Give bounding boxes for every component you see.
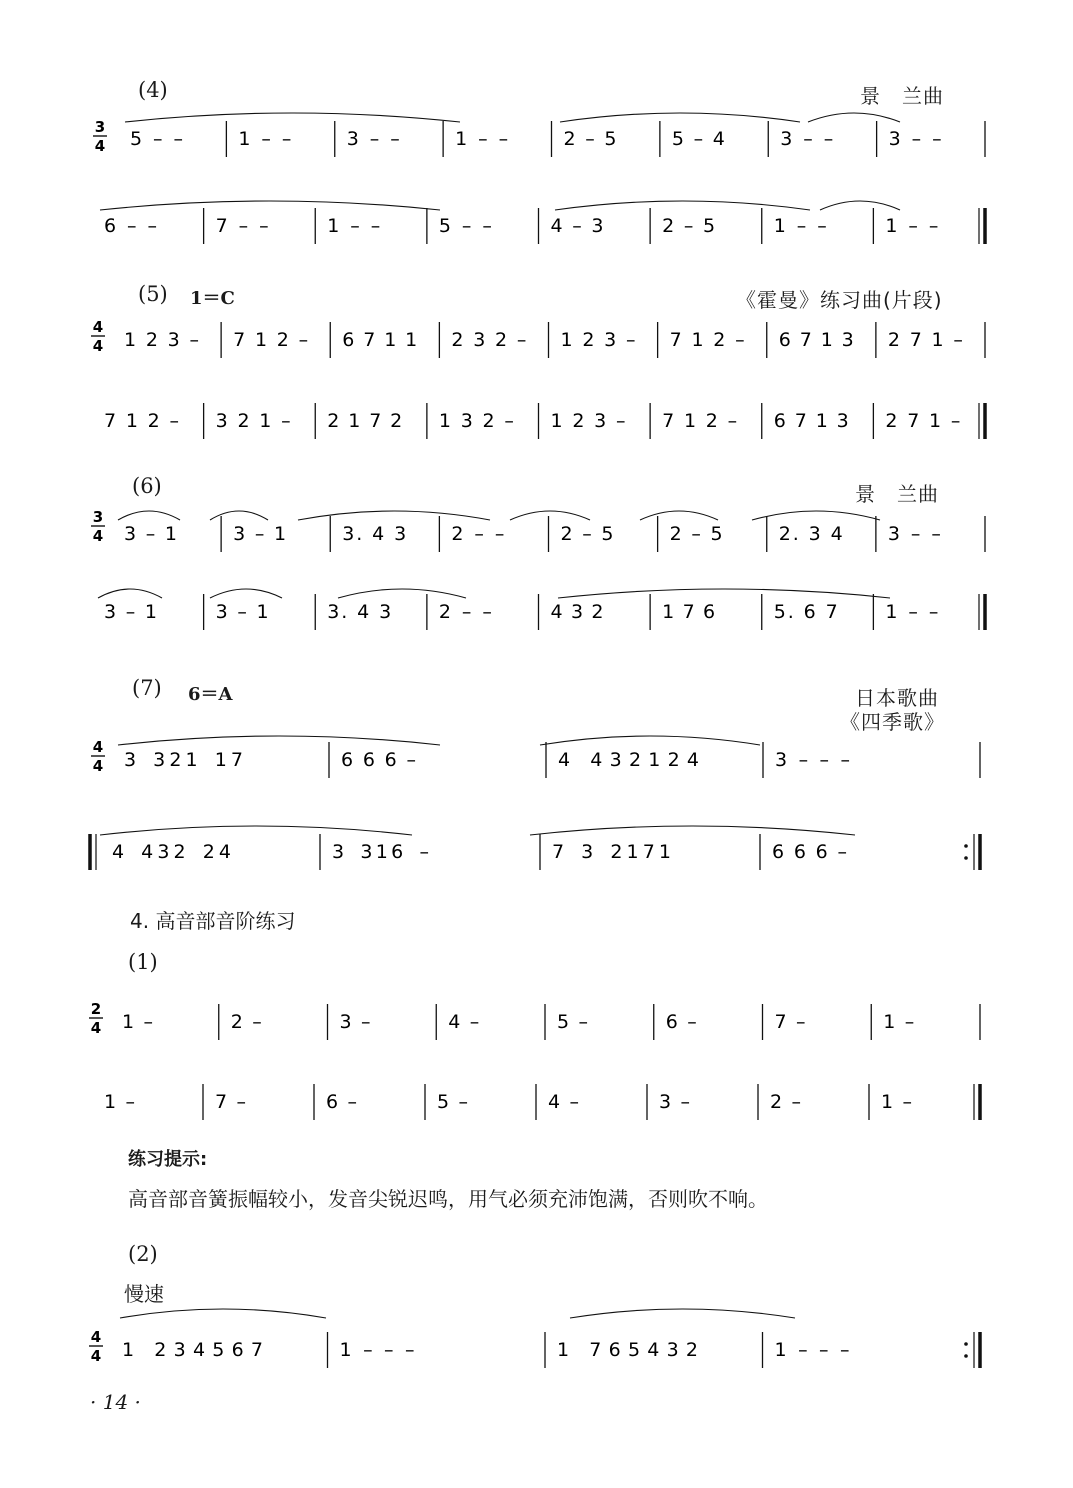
- s4-row2-measure-1: 6 – –: [104, 215, 159, 237]
- s8-1-row2-measure-8: 1 –: [881, 1091, 914, 1113]
- s5-row2-measure-8: 2 7 1 –: [885, 410, 963, 432]
- section-4-label: (4): [138, 78, 168, 102]
- s7-row1-measure-4: 3 – – –: [775, 749, 852, 771]
- s5-row2-measure-3: 2 1 7 2: [327, 410, 405, 432]
- s8-1-row1-measure-8: 1 –: [883, 1011, 917, 1033]
- ts-6-top: 3: [92, 508, 104, 526]
- s8-2-row1-measure-1: 1 2 3 4 5 6 7: [122, 1339, 265, 1361]
- s5-row1-measure-1: 1 2 3 –: [124, 329, 201, 351]
- s4-slur-4: [100, 201, 440, 210]
- s6-slur-7: [98, 589, 162, 598]
- s6-slur-6: [752, 511, 880, 520]
- s6-row1-measure-1: 3 – 1: [124, 523, 179, 545]
- s8-2-row1-measure-2: 1 – – –: [339, 1339, 417, 1361]
- s4-row2-measure-2: 7 – –: [215, 215, 271, 237]
- ts-8-2-top: 4: [90, 1328, 102, 1346]
- s8-2-row1-repeat-dot-2: [964, 1354, 968, 1358]
- s6-row1-measure-6: 2 – 5: [669, 523, 725, 545]
- s6-slur-10: [558, 589, 890, 598]
- s8-2-row1-repeat-dot-1: [964, 1342, 968, 1346]
- s7-row2-repeat-dot-1: [964, 844, 968, 848]
- s4-row2-measure-6: 2 – 5: [662, 215, 718, 237]
- s4-slur-2: [560, 113, 800, 122]
- section-7-credit-line2: 《四季歌》: [840, 710, 945, 734]
- ts-8-2-bottom: 4: [90, 1347, 102, 1365]
- section-4-credit: 景 兰曲: [860, 84, 944, 108]
- s7-row2-repeat-dot-2: [964, 856, 968, 860]
- s6-row2-measure-2: 3 – 1: [215, 601, 271, 623]
- s7-slur-1: [118, 736, 440, 745]
- s4-slur-5: [555, 201, 810, 210]
- s7-row1-measure-1: 3 3 2 1 1 7: [124, 749, 245, 771]
- s4-row1-measure-7: 3 – –: [780, 128, 836, 150]
- tips-text: 高音部音簧振幅较小，发音尖锐迟鸣，用气必须充沛饱满，否则吹不响。: [128, 1187, 768, 1211]
- s5-row2-measure-5: 1 2 3 –: [550, 410, 628, 432]
- s4-row2-measure-5: 4 – 3: [550, 215, 606, 237]
- s7-row2-measure-2: 3 3 1 6 –: [332, 841, 431, 863]
- s8-1-row2-measure-2: 7 –: [215, 1091, 248, 1113]
- s5-row1-measure-2: 7 1 2 –: [233, 329, 311, 351]
- s8-2-row1-measure-3: 1 7 6 5 4 3 2: [557, 1339, 700, 1361]
- s8-1-row1-measure-4: 4 –: [448, 1011, 482, 1033]
- s7-slur-4: [530, 826, 855, 835]
- s4-row1-measure-4: 1 – –: [455, 128, 511, 150]
- s8-1-row1-measure-7: 7 –: [774, 1011, 808, 1033]
- s8-1-row2-measure-4: 5 –: [437, 1091, 470, 1113]
- ts-5-bottom: 4: [92, 337, 104, 355]
- subsection-2-label: (2): [128, 1242, 158, 1266]
- s6-row2-measure-8: 1 – –: [885, 601, 941, 623]
- s4-row1-measure-8: 3 – –: [888, 128, 944, 150]
- s8-1-row1-measure-3: 3 –: [339, 1011, 373, 1033]
- s6-row1-measure-8: 3 – –: [887, 523, 943, 545]
- ts-6-bottom: 4: [92, 527, 104, 545]
- section-6-label: (6): [132, 474, 162, 498]
- s4-row1-measure-2: 1 – –: [238, 128, 294, 150]
- ts-8-1-top: 2: [90, 1000, 102, 1018]
- s8-1-row2-measure-3: 6 –: [326, 1091, 359, 1113]
- s8-2-slur-2: [570, 1309, 795, 1318]
- s8-1-row1-measure-6: 6 –: [665, 1011, 699, 1033]
- s6-slur-3: [298, 511, 490, 520]
- s5-row1-measure-4: 2 3 2 –: [451, 329, 529, 351]
- s5-row2-measure-1: 7 1 2 –: [104, 410, 181, 432]
- tempo-marking: 慢速: [124, 1282, 164, 1306]
- s5-row1-measure-5: 1 2 3 –: [560, 329, 638, 351]
- s4-slur-6: [820, 201, 900, 210]
- ts-4-bottom: 4: [94, 137, 106, 155]
- s4-slur-1: [125, 113, 460, 122]
- s6-slur-1: [118, 511, 180, 520]
- s4-row2-measure-8: 1 – –: [885, 215, 941, 237]
- s4-row1-measure-6: 5 – 4: [671, 128, 727, 150]
- section-7-credit-line1: 日本歌曲: [855, 686, 939, 710]
- s4-row2-measure-4: 5 – –: [438, 215, 494, 237]
- s8-1-row2-measure-6: 3 –: [659, 1091, 692, 1113]
- s6-row2-measure-4: 2 – –: [438, 601, 494, 623]
- s5-row2-measure-2: 3 2 1 –: [215, 410, 293, 432]
- ts-7-top: 4: [92, 738, 104, 756]
- s6-slur-4: [510, 511, 590, 520]
- s4-slur-3: [808, 113, 900, 122]
- s6-row2-measure-1: 3 – 1: [104, 601, 159, 623]
- s6-row2-measure-7: 5. 6 7: [773, 601, 840, 623]
- s6-row2-measure-3: 3. 4 3: [327, 601, 394, 623]
- s7-slur-3: [100, 826, 412, 835]
- s7-row2-measure-3: 7 3 2 1 7 1: [552, 841, 673, 863]
- s8-1-row2-measure-7: 2 –: [770, 1091, 803, 1113]
- s8-1-row2-measure-1: 1 –: [104, 1091, 137, 1113]
- section-heading: 4. 高音部音阶练习: [130, 909, 296, 933]
- s5-row2-measure-4: 1 3 2 –: [438, 410, 516, 432]
- s6-slur-8: [210, 589, 282, 598]
- s7-row1-measure-2: 6 6 6 –: [341, 749, 418, 771]
- s7-row2-measure-4: 6 6 6 –: [772, 841, 849, 863]
- section-6-credit: 景 兰曲: [855, 482, 939, 506]
- s6-slur-2: [210, 511, 268, 520]
- section-5-key: 1＝C: [190, 288, 235, 309]
- s5-row1-measure-3: 6 7 1 1: [342, 329, 420, 351]
- ts-5-top: 4: [92, 318, 104, 336]
- s8-1-row1-measure-5: 5 –: [557, 1011, 590, 1033]
- section-7-label: (7): [132, 676, 162, 700]
- s6-row1-measure-3: 3. 4 3: [342, 523, 409, 545]
- s8-1-row2-measure-5: 4 –: [548, 1091, 581, 1113]
- subsection-1-label: (1): [128, 950, 158, 974]
- s4-row1-measure-1: 5 – –: [130, 128, 185, 150]
- s6-row2-measure-6: 1 7 6: [662, 601, 718, 623]
- section-5-label: (5): [138, 282, 168, 306]
- ts-8-1-bottom: 4: [90, 1019, 102, 1037]
- s5-row2-measure-7: 6 7 1 3: [773, 410, 851, 432]
- s6-row1-measure-4: 2 – –: [451, 523, 507, 545]
- s7-row2-measure-1: 4 4 3 2 2 4: [112, 841, 233, 863]
- s5-row2-measure-6: 7 1 2 –: [662, 410, 740, 432]
- s5-row1-measure-8: 2 7 1 –: [887, 329, 965, 351]
- section-5-credit: 《霍曼》练习曲(片段): [736, 288, 943, 312]
- ts-7-bottom: 4: [92, 757, 104, 775]
- s6-slur-5: [640, 511, 718, 520]
- s8-2-slur-1: [120, 1309, 326, 1318]
- s6-row2-measure-5: 4 3 2: [550, 601, 606, 623]
- s8-1-row1-measure-2: 2 –: [230, 1011, 264, 1033]
- s6-row1-measure-5: 2 – 5: [560, 523, 616, 545]
- section-7-key: 6＝A: [188, 684, 233, 705]
- s4-row2-measure-7: 1 – –: [773, 215, 829, 237]
- tips-heading: 练习提示:: [128, 1149, 208, 1170]
- page-number: · 14 ·: [90, 1390, 141, 1414]
- s7-row1-measure-3: 4 4 3 2 1 2 4: [558, 749, 701, 771]
- s8-2-row1-measure-4: 1 – – –: [774, 1339, 852, 1361]
- s5-row1-measure-6: 7 1 2 –: [669, 329, 747, 351]
- s7-slur-2: [540, 736, 760, 745]
- ts-4-top: 3: [94, 118, 106, 136]
- s5-row1-measure-7: 6 7 1 3: [778, 329, 856, 351]
- s6-row1-measure-7: 2. 3 4: [778, 523, 845, 545]
- s6-slur-9: [338, 589, 466, 598]
- s4-row1-measure-3: 3 – –: [346, 128, 402, 150]
- s6-row1-measure-2: 3 – 1: [233, 523, 289, 545]
- s8-1-row1-measure-1: 1 –: [122, 1011, 155, 1033]
- s4-row2-measure-3: 1 – –: [327, 215, 383, 237]
- s4-row1-measure-5: 2 – 5: [563, 128, 619, 150]
